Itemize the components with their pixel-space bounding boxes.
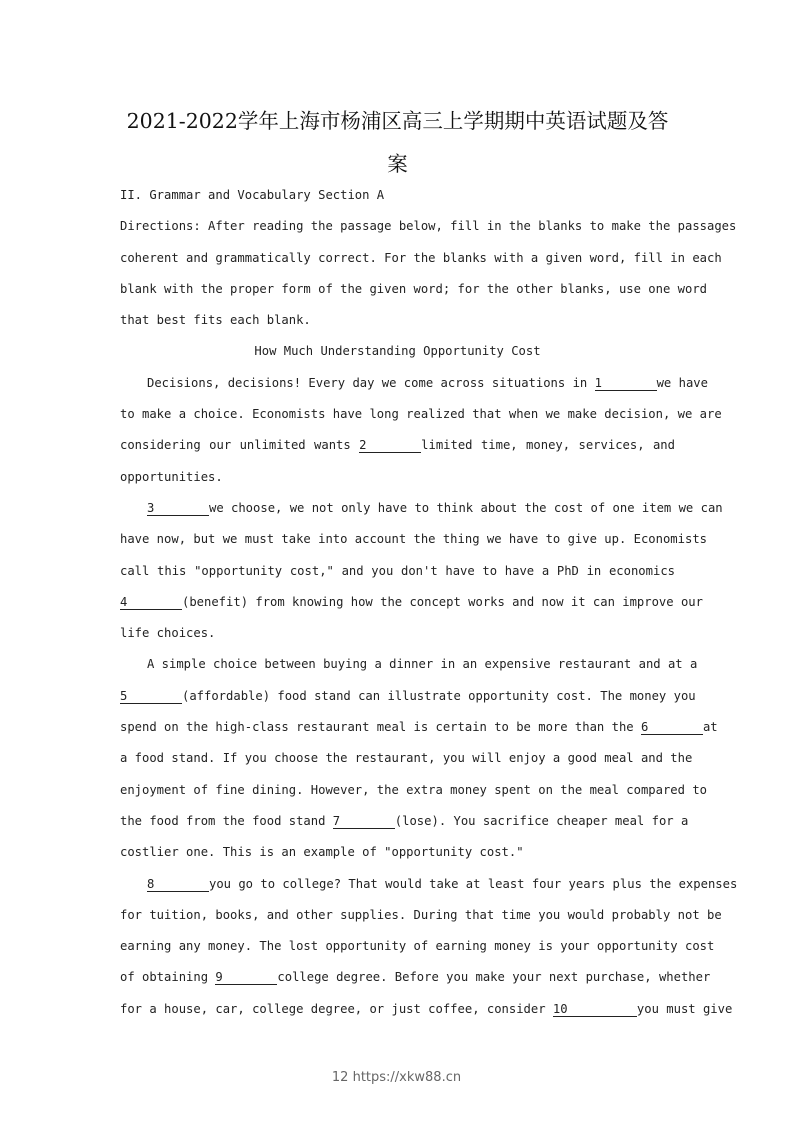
passage-line: a food stand. If you choose the restaurant, you will enjoy a good meal and the bbox=[120, 751, 693, 766]
blank-6[interactable]: 6 bbox=[641, 720, 703, 735]
passage-line bbox=[120, 869, 738, 900]
passage-title: How Much Understanding Opportunity Cost bbox=[254, 344, 541, 359]
directions-line: blank with the proper form of the given word; for the other blanks, use one word bbox=[120, 281, 707, 296]
line-text: Decisions, decisions! Every day we come across situations in bbox=[147, 375, 595, 390]
line-text: for a house, car, college degree, or just coffee, consider bbox=[120, 1001, 553, 1016]
line-text: you go to college? That would take at least four years plus the expenses bbox=[209, 876, 738, 891]
passage-line: opportunities. bbox=[120, 469, 223, 484]
passage-line: life choices. bbox=[120, 626, 216, 641]
passage-line: costlier one. This is an example of "opportunity cost." bbox=[120, 845, 524, 860]
line-text: you must give bbox=[636, 1001, 733, 1016]
line-text: (benefit) from knowing how the concept works and now it can improve our bbox=[182, 594, 703, 609]
passage-line: for tuition, books, and other supplies. During that time you would probably not be bbox=[120, 907, 722, 922]
passage-line: have now, but we must take into account the thing we have to give up. Economists bbox=[120, 532, 707, 547]
blank-2[interactable]: 2 bbox=[359, 438, 421, 453]
passage-line bbox=[120, 430, 675, 461]
document-body bbox=[120, 180, 738, 1025]
blank-5[interactable]: 5 bbox=[120, 689, 182, 704]
section-heading: II. Grammar and Vocabulary Section A bbox=[120, 188, 385, 202]
passage-line bbox=[120, 994, 733, 1025]
blank-3[interactable]: 3 bbox=[147, 501, 209, 516]
passage-line: to make a choice. Economists have long realized that when we make decision, we are bbox=[120, 407, 722, 422]
line-text: at bbox=[702, 720, 718, 735]
blank-4[interactable]: 4 bbox=[120, 595, 182, 610]
page-footer: 12 https://xkw88.cn bbox=[331, 1070, 462, 1085]
directions-line: coherent and grammatically correct. For the blanks with a given word, fill in each bbox=[120, 250, 722, 265]
line-text: considering our unlimited wants bbox=[120, 438, 360, 453]
title-line-1: 2021-2022学年上海市杨浦区高三上学期期中英语试题及答 bbox=[126, 109, 669, 133]
passage-line bbox=[120, 962, 711, 993]
line-text: limited time, money, services, and bbox=[421, 438, 675, 453]
passage-line bbox=[120, 681, 696, 712]
line-text: A simple choice between buying a dinner in an expensive restaurant and at a bbox=[147, 657, 698, 672]
directions-line: Directions: After reading the passage below, fill in the blanks to make the passages bbox=[120, 219, 737, 234]
blank-10[interactable]: 10 bbox=[553, 1002, 637, 1017]
document-title bbox=[110, 100, 685, 186]
passage-line: enjoyment of fine dining. However, the extra money spent on the meal compared to bbox=[120, 782, 707, 797]
line-text: college degree. Before you make your next purchase, whether bbox=[277, 970, 711, 985]
passage-line bbox=[120, 649, 698, 680]
passage-line: call this "opportunity cost," and you don't have to have a PhD in economics bbox=[120, 563, 675, 578]
blank-9[interactable]: 9 bbox=[215, 970, 277, 985]
passage-line bbox=[120, 368, 708, 399]
blank-8[interactable]: 8 bbox=[147, 877, 209, 892]
blank-7[interactable]: 7 bbox=[333, 814, 395, 829]
passage-line: earning any money. The lost opportunity of earning money is your opportunity cost bbox=[120, 939, 715, 954]
directions-line: that best fits each blank. bbox=[120, 313, 311, 328]
line-text: (lose). You sacrifice cheaper meal for a bbox=[394, 813, 689, 828]
passage-line bbox=[120, 712, 718, 743]
passage-line bbox=[120, 587, 703, 618]
line-text: (affordable) food stand can illustrate opportunity cost. The money you bbox=[182, 688, 696, 703]
line-text: of obtaining bbox=[120, 970, 216, 985]
line-text: the food from the food stand bbox=[120, 813, 333, 828]
line-text: spend on the high-class restaurant meal is certain to be more than the bbox=[120, 720, 641, 735]
line-text: we have bbox=[656, 375, 708, 390]
passage-line bbox=[120, 806, 689, 837]
blank-1[interactable]: 1 bbox=[595, 376, 657, 391]
passage-line bbox=[120, 493, 723, 524]
title-line-2: 案 bbox=[387, 152, 408, 176]
line-text: we choose, we not only have to think about the cost of one item we can bbox=[209, 500, 723, 515]
